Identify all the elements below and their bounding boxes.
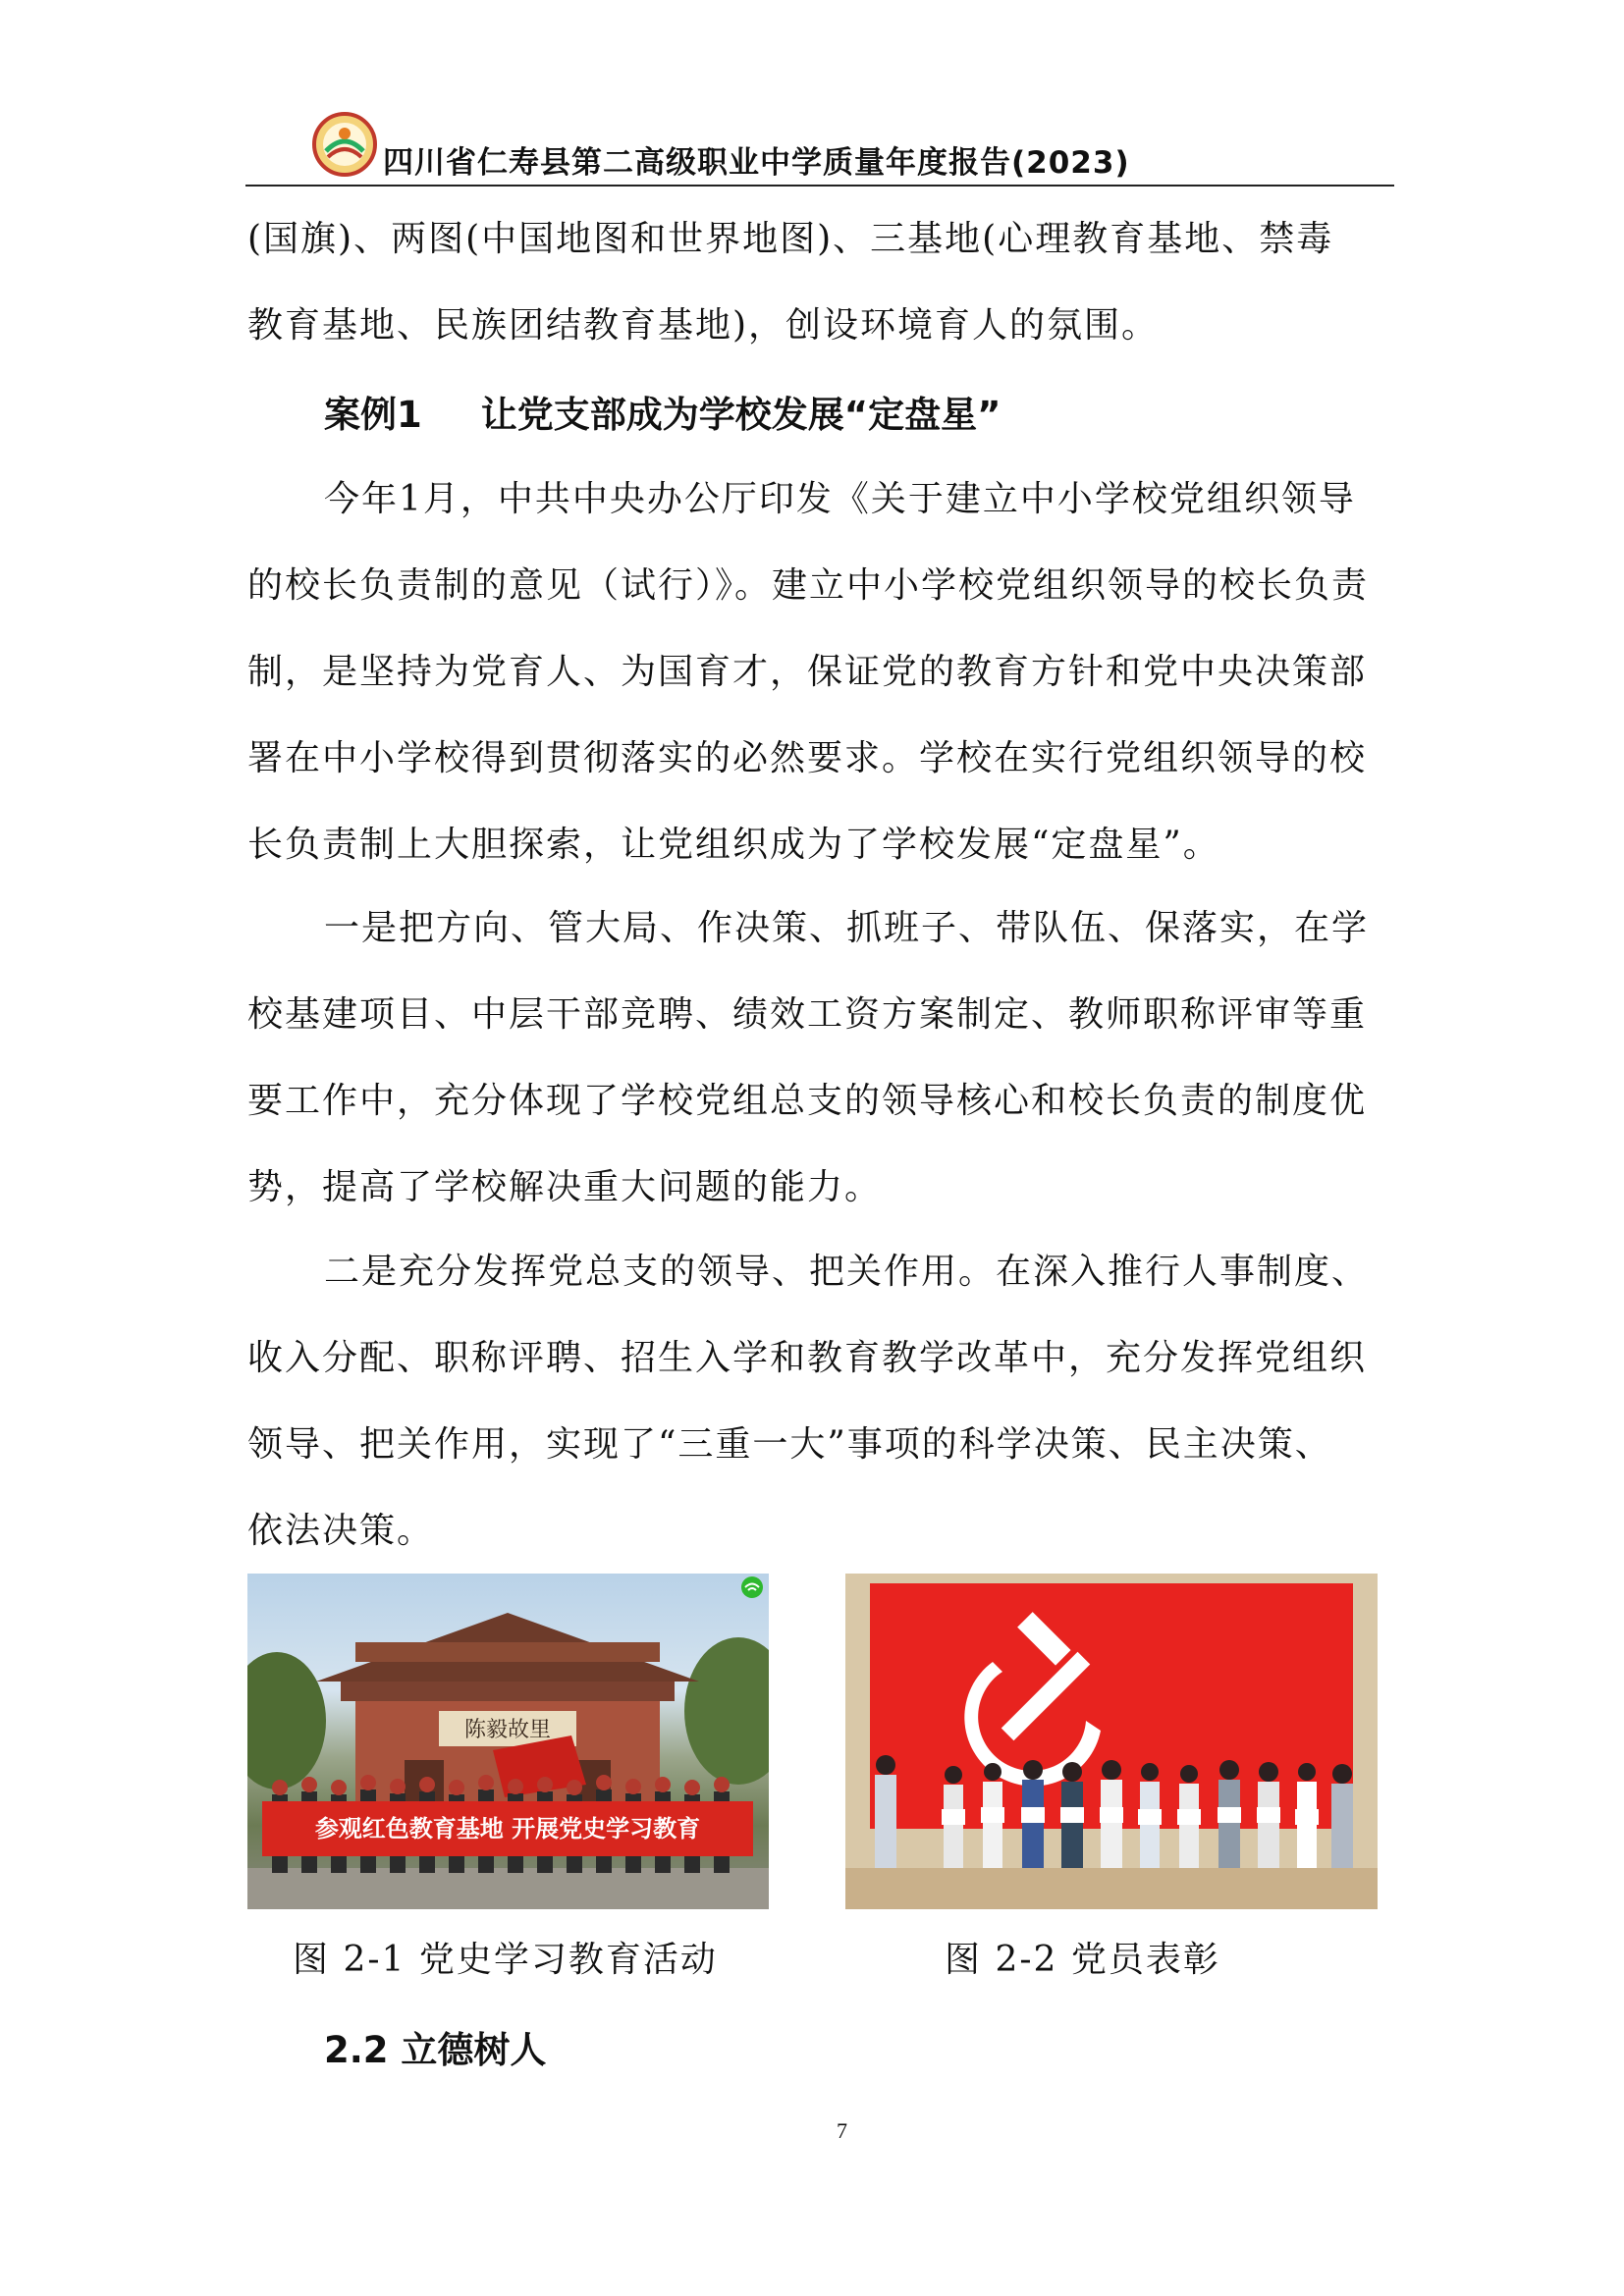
text-line: 要工作中，充分体现了学校党组总支的领导核心和校长负责的制度优 xyxy=(247,1081,1368,1121)
case-title: 让党支部成为学校发展“定盘星” xyxy=(480,394,1001,436)
text-line: 校基建项目、中层干部竞聘、绩效工资方案制定、教师职称评审等重 xyxy=(247,994,1368,1035)
case-paragraph-1 xyxy=(247,456,1391,888)
page-number: 7 xyxy=(837,2118,847,2143)
banner-text: 参观红色教育基地 开展党史学习教育 xyxy=(314,1815,701,1842)
gate-group-illustration xyxy=(247,1574,769,1909)
case-paragraph-2 xyxy=(247,885,1391,1231)
text-line: 势，提高了学校解决重大问题的能力。 xyxy=(247,1167,883,1207)
case-heading xyxy=(324,385,1001,438)
text-line: 署在中小学校得到贯彻落实的必然要求。学校在实行党组织领导的校 xyxy=(247,738,1368,778)
figure-caption-2-2: 图 2-2 党员表彰 xyxy=(945,1940,1220,1980)
case-paragraph-3 xyxy=(247,1229,1391,1575)
text-line: 收入分配、职称评聘、招生入学和教育教学改革中，充分发挥党组织 xyxy=(247,1338,1368,1378)
case-label: 案例1 xyxy=(324,394,422,436)
header-divider xyxy=(245,185,1394,187)
page-header xyxy=(245,108,1394,187)
text-line: 制，是坚持为党育人、为国育才，保证党的教育方针和党中央决策部 xyxy=(247,652,1368,692)
school-logo-icon xyxy=(312,112,377,177)
text-line: 领导、把关作用，实现了“三重一大”事项的科学决策、民主决策、 xyxy=(247,1424,1332,1465)
report-title: 四川省仁寿县第二高级职业中学质量年度报告(2023) xyxy=(383,145,1130,181)
party-history-activity-photo xyxy=(247,1574,769,1909)
text-line: 的校长负责制的意见（试行）》。建立中小学校党组织领导的校长负责 xyxy=(247,565,1370,606)
intro-paragraph xyxy=(247,196,1391,369)
text-line: 今年1月，中共中央办公厅印发《关于建立中小学校党组织领导 xyxy=(324,479,1356,519)
party-member-award-photo xyxy=(845,1574,1378,1909)
text-line: 二是充分发挥党总支的领导、把关作用。在深入推行人事制度、 xyxy=(324,1252,1370,1292)
text-line: 长负责制上大胆探索，让党组织成为了学校发展“定盘星”。 xyxy=(247,825,1220,865)
text-line: (国旗)、两图(中国地图和世界地图)、三基地(心理教育基地、禁毒 xyxy=(247,219,1334,259)
figure-caption-2-1: 图 2-1 党史学习教育活动 xyxy=(293,1940,718,1980)
gate-sign-text: 陈毅故里 xyxy=(463,1718,552,1742)
text-line: 依法决策。 xyxy=(247,1511,435,1551)
text-line: 教育基地、民族团结教育基地)，创设环境育人的氛围。 xyxy=(247,305,1160,346)
section-heading: 2.2 立德树人 xyxy=(324,2029,547,2071)
text-line: 一是把方向、管大局、作决策、抓班子、带队伍、保落实，在学 xyxy=(324,908,1370,948)
award-stage-illustration xyxy=(845,1574,1378,1909)
